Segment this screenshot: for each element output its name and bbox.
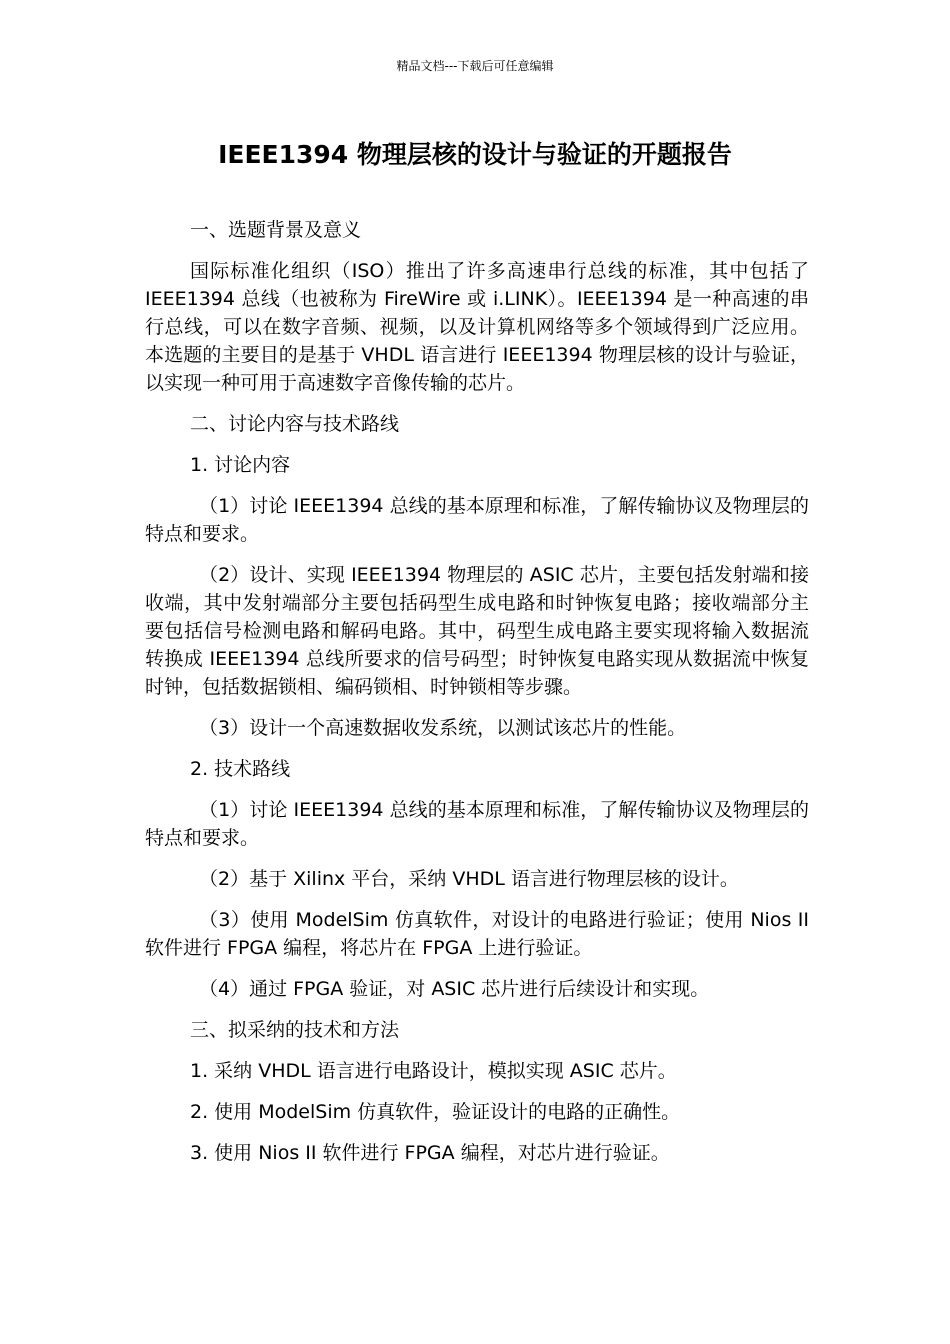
list-item-content-3: （3）设计一个高速数据收发系统，以测试该芯片的性能。 bbox=[199, 717, 687, 739]
section-heading-background: 一、选题背景及意义 bbox=[190, 219, 362, 241]
list-item-method-2: 2. 使用 ModelSim 仿真软件，验证设计的电路的正确性。 bbox=[190, 1101, 681, 1123]
list-item-content-1: （1）讨论 IEEE1394 总线的基本原理和标准，了解传输协议及物理层的特点和要求。 bbox=[145, 495, 809, 545]
paragraph-background: 国际标准化组织（ISO）推出了许多高速串行总线的标准，其中包括了 IEEE1394 总线（也被称为 FireWire 或 i.LINK）。IEEE1394 是一种高速的串行总线，可以在数字音频、视频，以及计算机网络等多个领域得到广泛应用。本选题的主要目的是基于 VHDL 语言进行 IEEE1394 物理层核的设计与验证，以实现一种可用于高速数字音像传输的芯片。 bbox=[145, 260, 809, 394]
section-heading-research-route: 二、讨论内容与技术路线 bbox=[190, 413, 400, 435]
list-item-method-1: 1. 采纳 VHDL 语言进行电路设计，模拟实现 ASIC 芯片。 bbox=[190, 1060, 677, 1082]
subsection-heading-research-content: 1. 讨论内容 bbox=[190, 454, 291, 476]
list-item-route-1: （1）讨论 IEEE1394 总线的基本原理和标准，了解传输协议及物理层的特点和要求。 bbox=[145, 799, 809, 849]
list-item-method-3: 3. 使用 Nios II 软件进行 FPGA 编程，对芯片进行验证。 bbox=[190, 1142, 670, 1164]
subsection-heading-tech-route: 2. 技术路线 bbox=[190, 758, 291, 780]
page-header-note: 精品文档---下载后可任意编辑 bbox=[396, 59, 554, 73]
list-item-route-2: （2）基于 Xilinx 平台，采纳 VHDL 语言进行物理层核的设计。 bbox=[199, 868, 739, 890]
list-item-route-3: （3）使用 ModelSim 仿真软件，对设计的电路进行验证；使用 Nios II 软件进行 FPGA 编程，将芯片在 FPGA 上进行验证。 bbox=[145, 909, 809, 959]
section-heading-methods: 三、拟采纳的技术和方法 bbox=[190, 1019, 400, 1041]
list-item-route-4: （4）通过 FPGA 验证，对 ASIC 芯片进行后续设计和实现。 bbox=[199, 978, 710, 1000]
list-item-content-2: （2）设计、实现 IEEE1394 物理层的 ASIC 芯片，主要包括发射端和接收端，其中发射端部分主要包括码型生成电路和时钟恢复电路；接收端部分主要包括信号检测电路和解码电路。其中，码型生成电路主要实现将输入数据流转换成 IEEE1394 总线所要求的信号码型；时钟恢复电路实现从数据流中恢复时钟，包括数据锁相、编码锁相、时钟锁相等步骤。 bbox=[145, 564, 809, 698]
document-title: IEEE1394 物理层核的设计与验证的开题报告 bbox=[218, 140, 732, 169]
document-body bbox=[145, 216, 809, 1180]
